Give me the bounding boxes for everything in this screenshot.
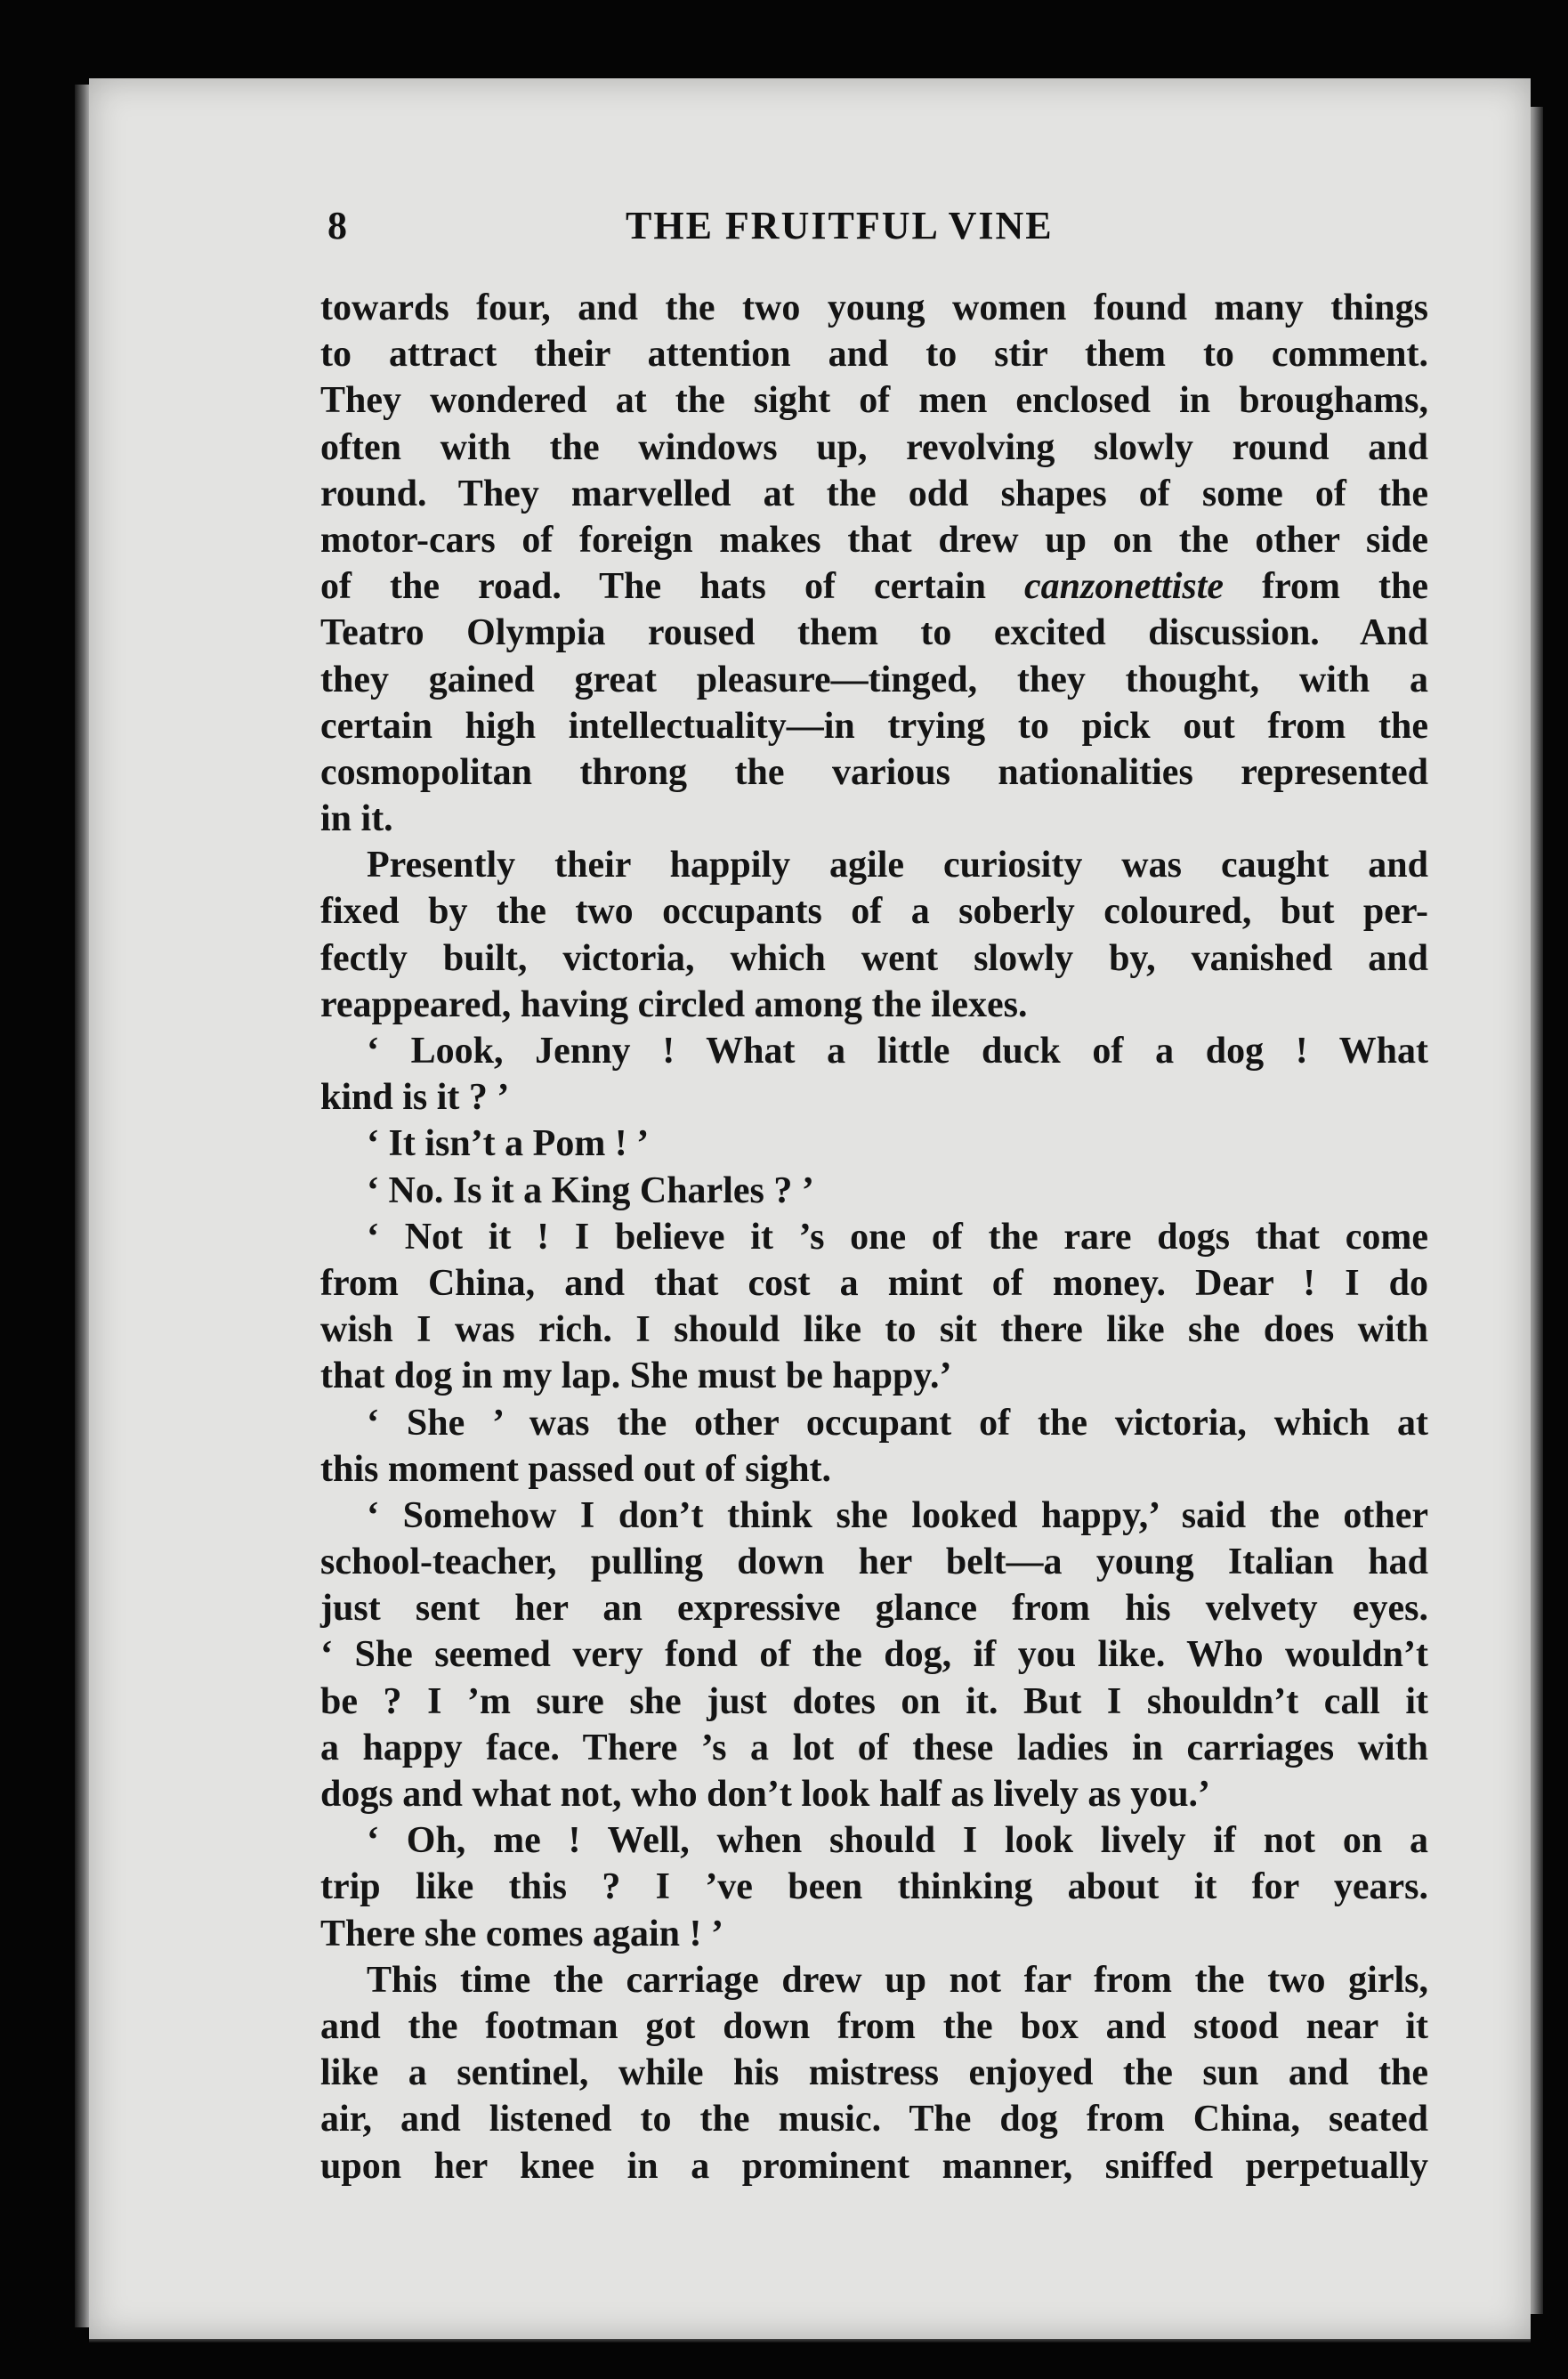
- text-line: often with the windows up, revolving slowly round and: [320, 426, 1428, 468]
- text-line: school-teacher, pulling down her belt—a young Italian had: [320, 1541, 1428, 1583]
- text-line: fixed by the two occupants of a soberly coloured, but per-: [320, 891, 1428, 933]
- text-line: towards four, and the two young women found many things: [320, 287, 1428, 328]
- body-text: [320, 285, 1428, 2189]
- text-line: ‘ She ’ was the other occupant of the victoria, which at: [367, 1402, 1428, 1444]
- text-line: certain high intellectuality—in trying to pick out from the: [320, 705, 1428, 747]
- text-line: They wondered at the sight of men enclosed in broughams,: [320, 380, 1428, 422]
- text-line: fectly built, victoria, which went slowly by, vanished and: [320, 937, 1428, 979]
- text-line: upon her knee in a prominent manner, sniffed perpetually: [320, 2145, 1428, 2187]
- text-line: ‘ She seemed very fond of the dog, if you like. Who wouldn’t: [320, 1634, 1428, 1676]
- text-line: reappeared, having circled among the ilexes.: [320, 983, 1028, 1025]
- text-line: This time the carriage drew up not far from the two girls,: [367, 1959, 1428, 2001]
- text-line: There she comes again ! ’: [320, 1913, 723, 1954]
- text-line: be ? I ’m sure she just dotes on it. But I shouldn’t call it: [320, 1680, 1428, 1722]
- text-line: Presently their happily agile curiosity was caught and: [367, 845, 1428, 886]
- text-line: this moment passed out of sight.: [320, 1448, 832, 1490]
- text-line: trip like this ? I ’ve been thinking about it for years.: [320, 1866, 1428, 1908]
- text-line: round. They marvelled at the odd shapes of some of the: [320, 473, 1428, 514]
- text-line: from China, and that cost a mint of money. Dear ! I do: [320, 1262, 1428, 1304]
- text-line: to attract their attention and to stir them to comment.: [320, 334, 1428, 376]
- text-line: of the road. The hats of certain canzonettiste from the: [320, 566, 1428, 608]
- text-line: in it.: [320, 798, 393, 840]
- text-line: ‘ It isn’t a Pom ! ’: [367, 1123, 650, 1165]
- text-line: ‘ Somehow I don’t think she looked happy,’ said the other: [367, 1494, 1428, 1536]
- text-line: like a sentinel, while his mistress enjoyed the sun and the: [320, 2052, 1428, 2094]
- page-number: 8: [327, 204, 348, 247]
- text-line: they gained great pleasure—tinged, they thought, with a: [320, 659, 1428, 700]
- text-line: that dog in my lap. She must be happy.’: [320, 1355, 952, 1397]
- text-line: dogs and what not, who don’t look half as lively as you.’: [320, 1774, 1211, 1815]
- text-line: a happy face. There ’s a lot of these ladies in carriages with: [320, 1727, 1428, 1768]
- text-line: ‘ Oh, me ! Well, when should I look lively if not on a: [367, 1820, 1428, 1862]
- running-title: THE FRUITFUL VINE: [626, 204, 1054, 247]
- text-line: air, and listened to the music. The dog from China, seated: [320, 2099, 1428, 2140]
- text-line: cosmopolitan throng the various nationalities represented: [320, 751, 1428, 793]
- running-header: [327, 203, 1431, 256]
- text-line: ‘ No. Is it a King Charles ? ’: [367, 1169, 814, 1211]
- text-line: wish I was rich. I should like to sit there like she does with: [320, 1309, 1428, 1351]
- text-line: kind is it ? ’: [320, 1077, 510, 1119]
- text-line: ‘ Look, Jenny ! What a little duck of a dog ! What: [367, 1031, 1428, 1072]
- text-line: just sent her an expressive glance from his velvety eyes.: [320, 1588, 1428, 1630]
- text-line: and the footman got down from the box and stood near it: [320, 2005, 1428, 2047]
- text-line: motor-cars of foreign makes that drew up on the other side: [320, 519, 1428, 561]
- text-line: ‘ Not it ! I believe it ’s one of the rare dogs that come: [367, 1216, 1428, 1258]
- text-line: Teatro Olympia roused them to excited discussion. And: [320, 612, 1428, 654]
